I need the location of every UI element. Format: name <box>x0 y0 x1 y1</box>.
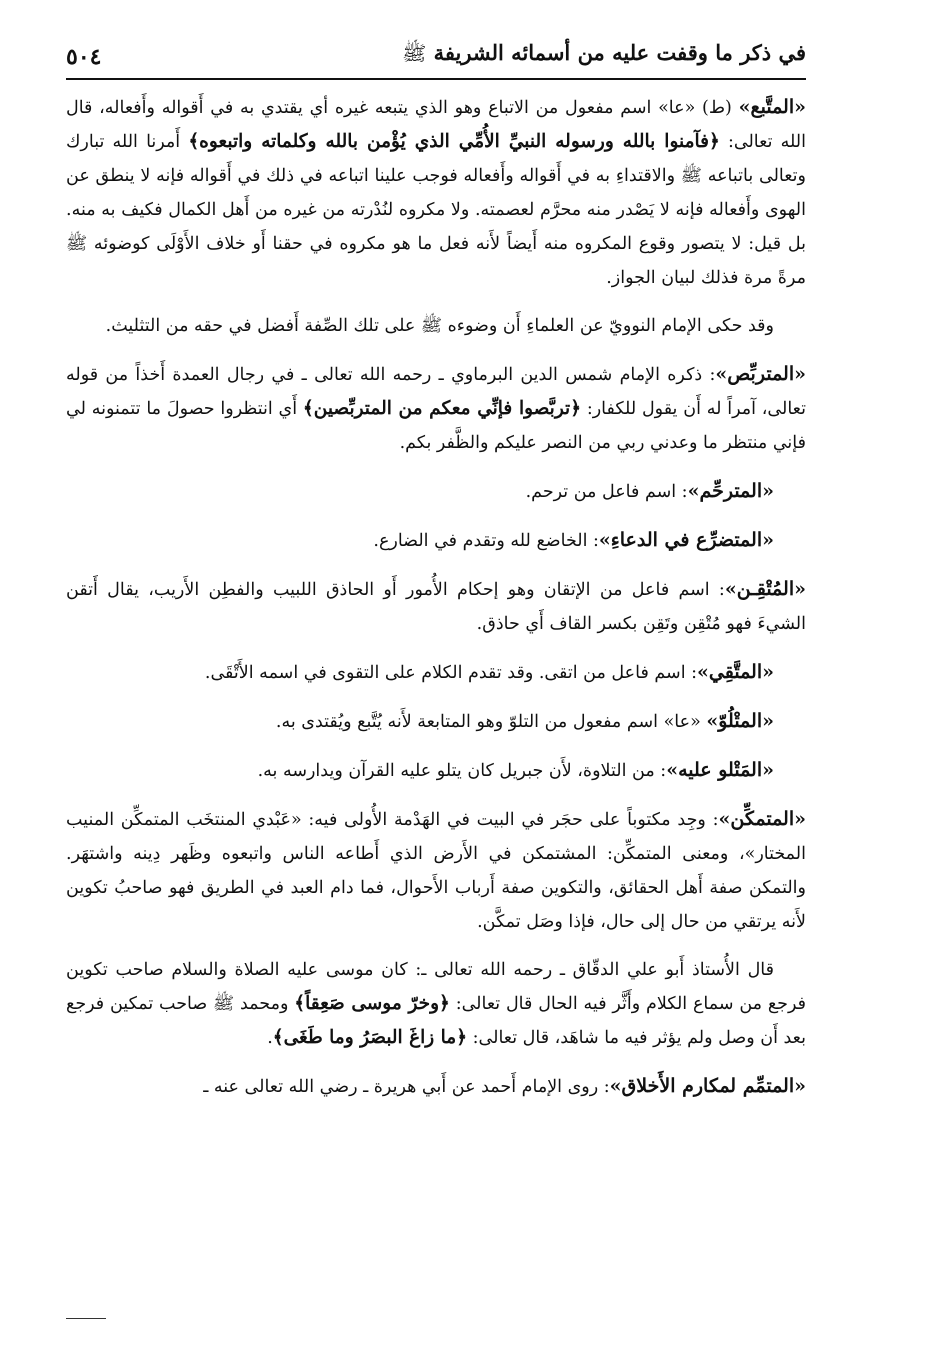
entry-al-matlu-alayh <box>66 753 806 788</box>
paragraph-text: . <box>267 1028 273 1048</box>
entry-text: «عا» اسم مفعول من التلوّ وهو المتابعة لأَنه يُتَّبع ويُقتدى به. <box>275 712 707 732</box>
entry-heading: «المُتْقِـن» <box>724 578 806 600</box>
running-head-title <box>402 40 806 70</box>
entry-heading: «المتَّقِي» <box>697 661 774 683</box>
paragraph-text: قال الأُستاذ أَبو علي الدقّاق ـ رحمه الله تعالى ـ: كان موسى عليه الصلاة والسلام صاحب تكوين فرجع من سماع الكلام وأَثَّر فيه الحال قال تعالى: <box>66 960 807 1014</box>
entry-al-muttaqi <box>66 655 806 690</box>
entry-heading: «المتربِّص» <box>715 363 806 385</box>
entry-al-mutammim <box>66 1069 806 1104</box>
entry-heading: «المتْلُوّ» <box>706 710 774 732</box>
entry-al-mutamakkin <box>66 802 806 939</box>
paragraph-nawawi <box>66 309 806 343</box>
running-head <box>66 40 806 80</box>
paragraph-text: وقد حكى الإمام النوويّ عن العلماءِ أَن وضوءه ﷺ على تلك الصِّفة أَفضل في حقه من التثليث. <box>105 316 774 336</box>
entry-heading: «المتَّبع» <box>738 96 806 118</box>
honorific: ﷺ <box>402 41 427 65</box>
entry-text: : ذكره الإمام شمس الدين البرماوي ـ رحمه الله تعالى ـ في رجال العمدة أَخذاً من قوله تعالى، آمراً له أَن يقول للكفار: <box>66 365 806 419</box>
entry-heading: «المتضرِّع في الدعاءِ» <box>598 529 774 551</box>
entry-heading: «المَتْلو عليه» <box>666 759 774 781</box>
quran-quote: ﴿وخرّ موسى صَعِقاً﴾ <box>294 993 450 1014</box>
entry-text: : من التلاوة، لأَن جبريل كان يتلو عليه القرآن ويدارسه به. <box>257 761 667 781</box>
page-number: ٥٠٤ <box>66 44 102 70</box>
entry-al-mutadarri <box>66 523 806 558</box>
page-body <box>66 90 806 1104</box>
quran-quote: ﴿تربَّصوا فإنِّي معكم من المتربِّصين﴾ <box>302 398 582 419</box>
entry-heading: «المتمكِّن» <box>718 808 806 830</box>
entry-heading: «المتمِّم لمكارم الأَخلاق» <box>609 1075 806 1097</box>
entry-text: أَي انتظروا حصولَ ما تتمنونه لي فإني منتظر ما وعدني ربي من النصر عليكم والظَّفر بكم. <box>66 399 806 453</box>
entry-text: : الخاضع لله وتقدم في الضارع. <box>373 531 599 551</box>
paragraph-daqqaq <box>66 953 806 1055</box>
entry-al-muttabi <box>66 90 806 295</box>
entry-al-mutqin <box>66 572 806 641</box>
entry-text: : اسم فاعل من اتقى. وقد تقدم الكلام على التقوى في اسمه الأَتْقَى. <box>204 663 698 683</box>
quran-quote: ﴿فآمنوا بالله ورسوله النبيِّ الأُمِّي الذي يُؤْمن بالله وكلماته واتبعوه﴾ <box>188 131 720 152</box>
quran-quote: ﴿ما زاغَ البصَرُ وما طَغَى﴾ <box>272 1027 468 1048</box>
entry-text: : وجِد مكتوباً على حجَر في البيت في الهَدْمة الأُولى فيه: «عَبْدي المنتخَب المتمكِّن المنيب المختار»، ومعنى المتمكِّن: المشتمكن في الأَرض الذي أَطاعه الناس واتبعوه وظَهر دِينه واشتهَر. والتمكن صفة أَهل الحقائق، والتكوين صفة أَرباب الأَحوال، فما دام العبد في الطريق فهو صاحبُ تكوين لأَنه يرتقي من حال إلى حال، فإذا وصَل تمكَّن. <box>66 810 806 932</box>
paragraph-text: ومحمد ﷺ صاحب تمكين فرجع بعد أَن وصل ولم يؤثر فيه ما شاهَد، قال تعالى: <box>66 994 806 1048</box>
entry-heading: «المترحِّم» <box>687 480 774 502</box>
entry-text: : اسم فاعل من ترحم. <box>525 482 688 502</box>
footnote-rule <box>66 1318 106 1319</box>
entry-al-mutarahhim <box>66 474 806 509</box>
entry-text: أَمرنا الله تبارك وتعالى باتباعه ﷺ والاقتداءِ به في أَقواله وأَفعاله فوجب علينا اتباعه في ذلك في أَقواله فإنه لا ينطق عن الهوى وأَفعاله فإنه لا يَصْدر منه محرَّم لعصمته. ولا مكروه لنُدْرته من غيره من أَهل الكمال فكيف به منه. بل قيل: لا يتصور وقوع المكروه منه أَيضاً لأَنه فعل ما هو مكروه في حقنا أَو خلاف الأَوْلَى كوضوئه ﷺ مرةً مرة فذلك لبيان الجواز. <box>66 132 806 288</box>
entry-text: : اسم فاعل من الإتقان وهو إحكام الأُمور أَو الحاذق اللبيب والفطِن الأَريب، يقال أَتقن الشيءَ فهو مُتْقِن وتَقِن بكسر القاف أَي حاذق. <box>66 580 806 634</box>
entry-al-matluww <box>66 704 806 739</box>
entry-al-mutarabbis <box>66 357 806 460</box>
entry-text: : روى الإمام أَحمد عن أَبي هريرة ـ رضي الله تعالى عنه ـ <box>203 1077 610 1097</box>
entry-text: (ط) «عا» اسم مفعول من الاتباع وهو الذي يتبعه غيره أي يقتدي به في أَقواله وأَفعاله، قال الله تعالى: <box>66 98 806 152</box>
chapter-title: في ذكر ما وقفت عليه من أسمائه الشريفة <box>433 40 806 65</box>
